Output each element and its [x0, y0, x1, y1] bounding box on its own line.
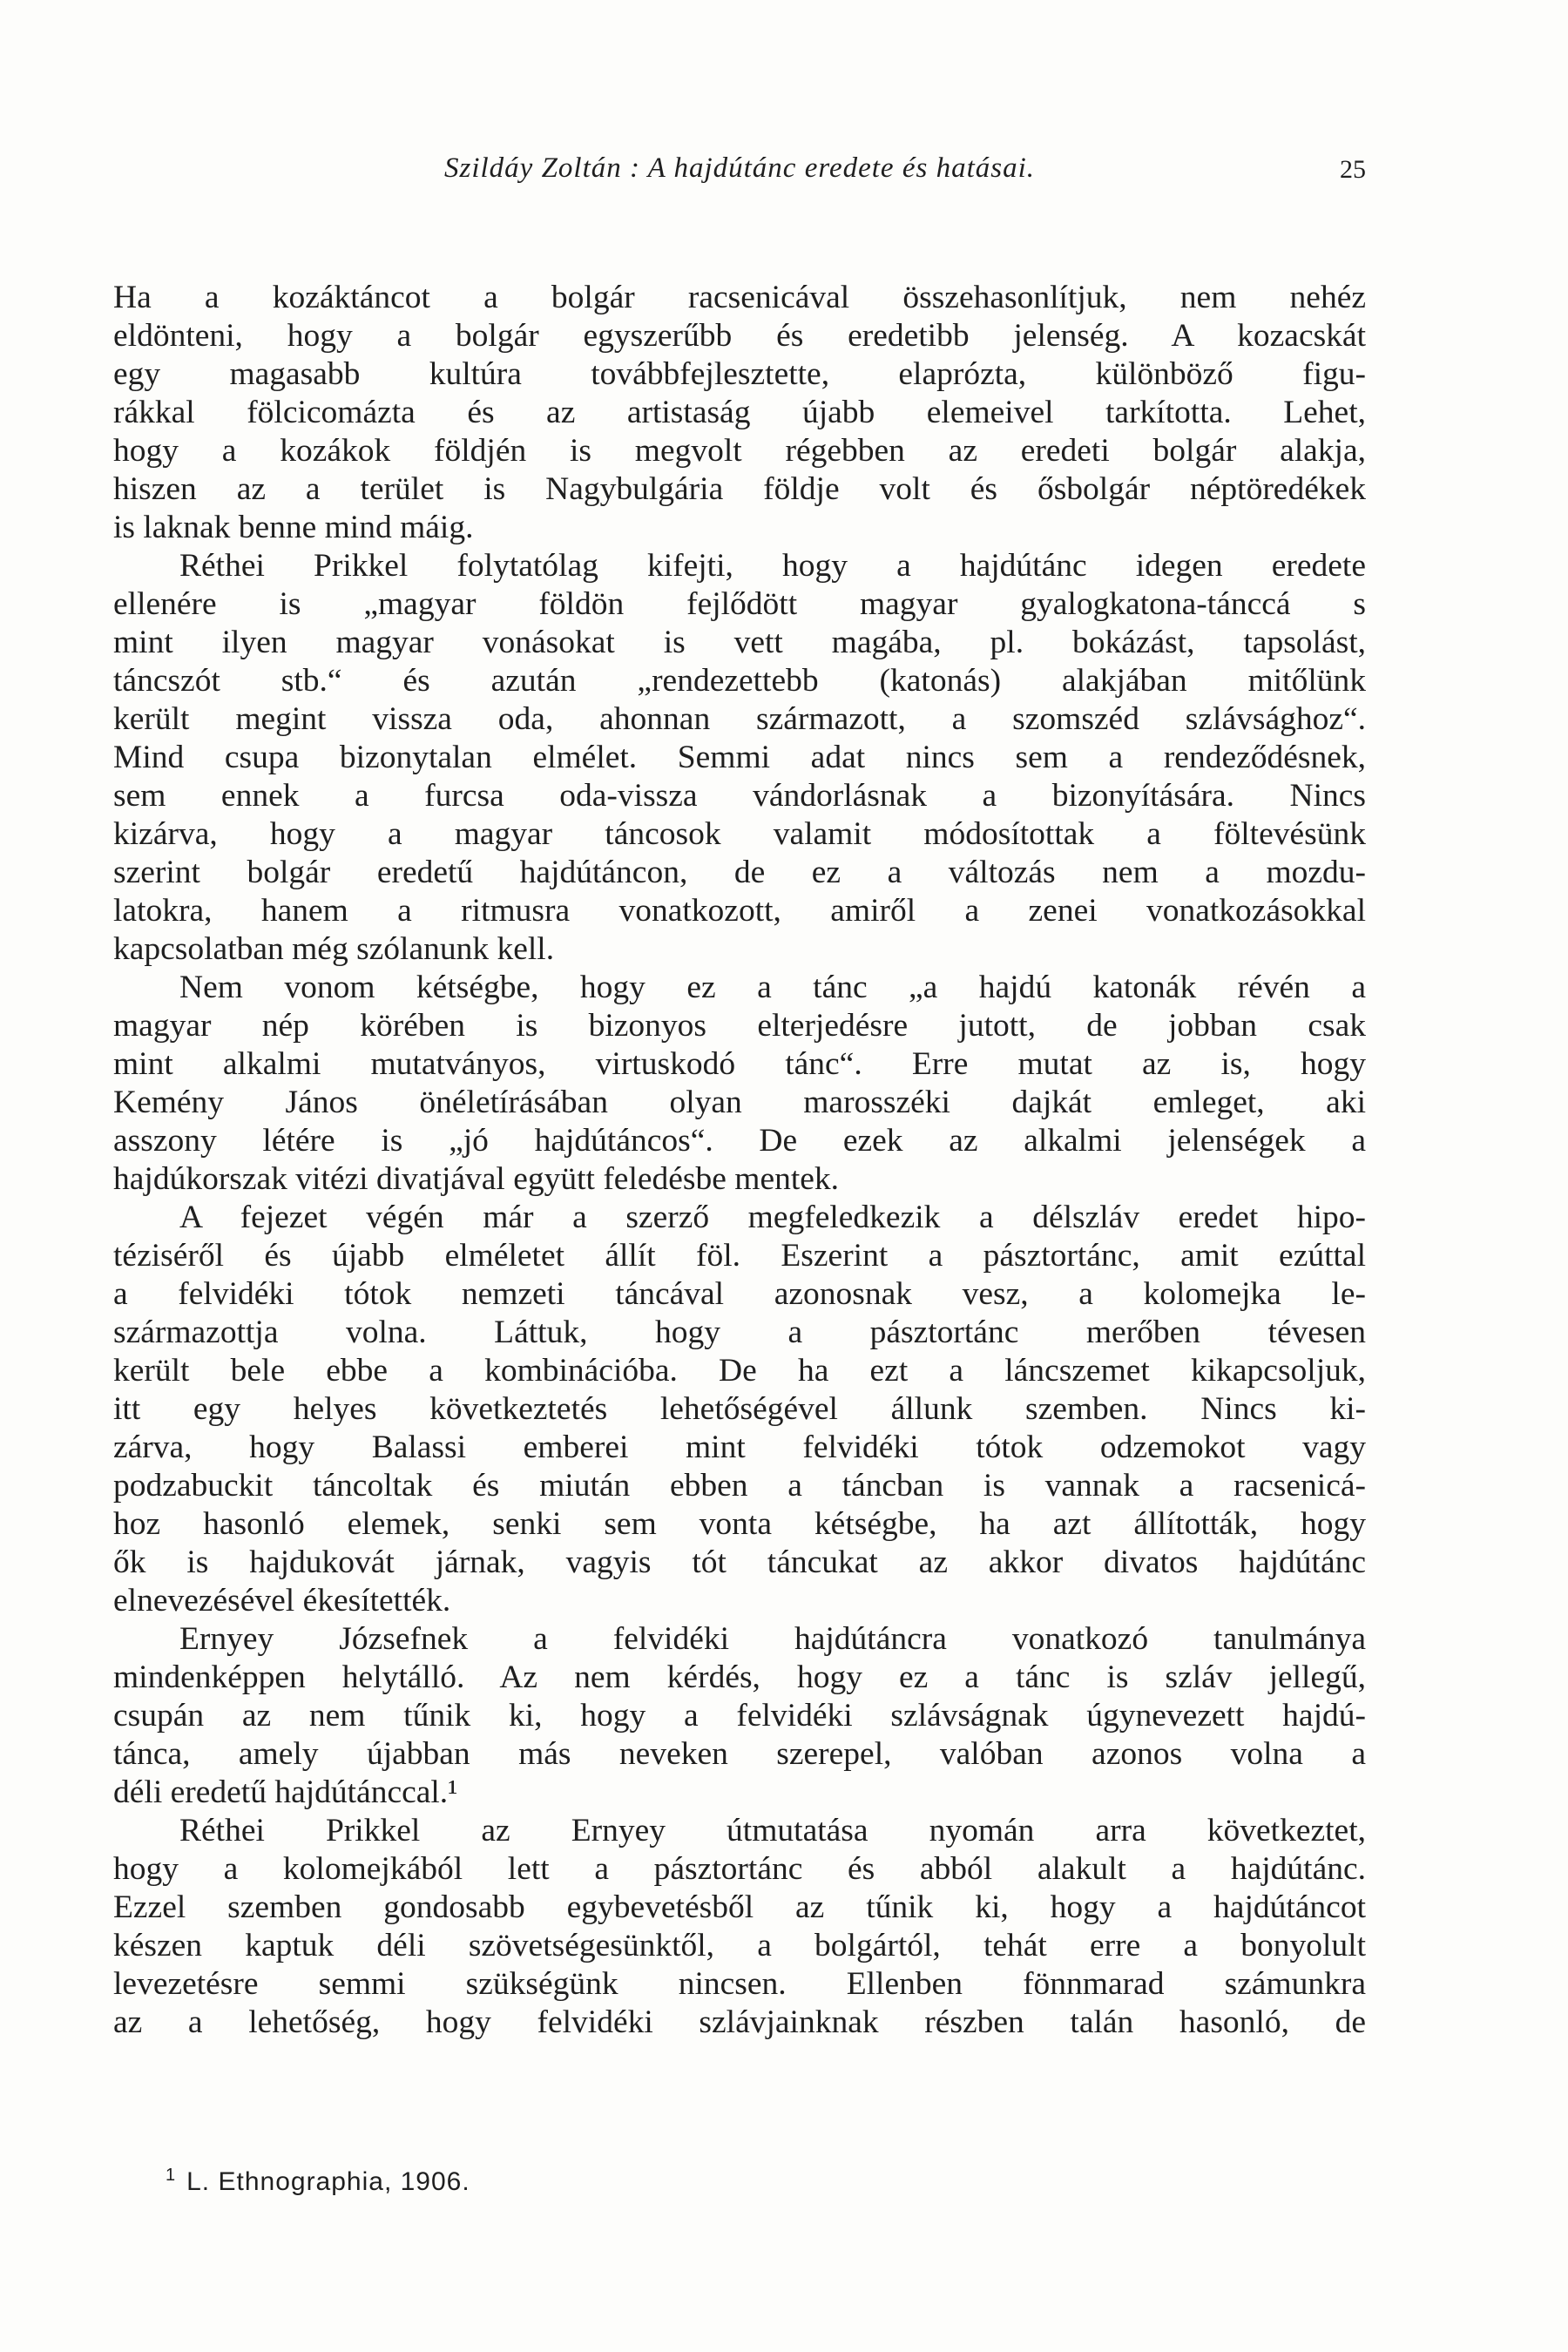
- paragraph: [113, 547, 1366, 969]
- text-line: egy magasabb kultúra továbbfejlesztette, elaprózta, különböző figu-: [113, 356, 1366, 392]
- text-line: csupán az nem tűnik ki, hogy a felvidéki szlávságnak úgynevezett hajdú-: [113, 1698, 1366, 1734]
- text-line: itt egy helyes következtetés lehetőségével állunk szemben. Nincs ki-: [113, 1391, 1366, 1427]
- text-line: hajdúkorszak vitézi divatjával együtt feledésbe mentek.: [113, 1161, 840, 1197]
- paragraph: [113, 1620, 1366, 1812]
- text-line: is laknak benne mind máig.: [113, 510, 474, 545]
- text-line: hoz hasonló elemek, senki sem vonta kétségbe, ha azt állították, hogy: [113, 1506, 1366, 1542]
- text-line: Réthei Prikkel folytatólag kifejti, hogy a hajdútánc idegen eredete: [179, 548, 1366, 584]
- text-line: rákkal fölcicomázta és az artistaság újabb elemeivel tarkította. Lehet,: [113, 395, 1366, 430]
- text-line: került megint vissza oda, ahonnan származott, a szomszéd szlávsághoz“.: [113, 701, 1366, 737]
- footnote-text: L. Ethnographia, 1906.: [186, 2167, 470, 2196]
- footnote-marker: 1: [166, 2166, 177, 2185]
- text-line: A fejezet végén már a szerző megfeledkezik a délszláv eredet hipo-: [179, 1200, 1366, 1235]
- text-line: tánca, amely újabban más neveken szerepel, valóban azonos volna a: [113, 1736, 1366, 1772]
- text-line: mindenképpen helytálló. Az nem kérdés, hogy ez a tánc is szláv jellegű,: [113, 1659, 1366, 1695]
- paragraph: [113, 1199, 1366, 1620]
- text-line: mint alkalmi mutatványos, virtuskodó tánc“. Erre mutat az is, hogy: [113, 1046, 1366, 1082]
- text-line: Réthei Prikkel az Ernyey útmutatása nyomán arra következtet,: [179, 1813, 1366, 1848]
- text-line: Ernyey Józsefnek a felvidéki hajdútáncra vonatkozó tanulmánya: [179, 1621, 1366, 1657]
- text-line: levezetésre semmi szükségünk nincsen. Ellenben fönnmarad számunkra: [113, 1966, 1366, 2002]
- footnote: [166, 2166, 470, 2197]
- paragraph: [113, 969, 1366, 1199]
- text-line: származottja volna. Láttuk, hogy a pásztortánc merőben tévesen: [113, 1315, 1366, 1350]
- running-header: [113, 152, 1366, 194]
- text-line: asszony létére is „jó hajdútáncos“. De ezek az alkalmi jelenségek a: [113, 1123, 1366, 1159]
- text-line: ők is hajdukovát járnak, vagyis tót táncukat az akkor divatos hajdútánc: [113, 1544, 1366, 1580]
- text-line: magyar nép körében is bizonyos elterjedésre jutott, de jobban csak: [113, 1008, 1366, 1044]
- text-line: déli eredetű hajdútánccal.¹: [113, 1774, 458, 1810]
- text-line: sem ennek a furcsa oda-vissza vándorlásnak a bizonyítására. Nincs: [113, 778, 1366, 814]
- text-line: mint ilyen magyar vonásokat is vett magába, pl. bokázást, tapsolást,: [113, 625, 1366, 660]
- text-line: készen kaptuk déli szövetségesünktől, a bolgártól, tehát erre a bonyolult: [113, 1928, 1366, 1963]
- text-line: Mind csupa bizonytalan elmélet. Semmi adat nincs sem a rendeződésnek,: [113, 740, 1366, 775]
- text-line: eldönteni, hogy a bolgár egyszerűbb és eredetibb jelenség. A kozacskát: [113, 318, 1366, 354]
- text-line: Nem vonom kétségbe, hogy ez a tánc „a hajdú katonák révén a: [179, 970, 1366, 1005]
- text-line: téziséről és újabb elméletet állít föl. Eszerint a pásztortánc, amit ezúttal: [113, 1238, 1366, 1274]
- text-line: táncszót stb.“ és azután „rendezettebb (katonás) alakjában mitőlünk: [113, 663, 1366, 699]
- running-title: Szildáy Zoltán : A hajdútánc eredete és hatásai.: [444, 152, 1035, 184]
- text-line: Ha a kozáktáncot a bolgár racsenicával összehasonlítjuk, nem nehéz: [113, 280, 1366, 315]
- text-line: kapcsolatban még szólanunk kell.: [113, 931, 555, 967]
- text-line: Ezzel szemben gondosabb egybevetésből az tűnik ki, hogy a hajdútáncot: [113, 1889, 1366, 1925]
- text-line: Kemény János önéletírásában olyan marosszéki dajkát emleget, aki: [113, 1085, 1366, 1120]
- text-line: került bele ebbe a kombinációba. De ha ezt a láncszemet kikapcsoljuk,: [113, 1353, 1366, 1389]
- text-line: hiszen az a terület is Nagybulgária földje volt és ősbolgár néptöredékek: [113, 471, 1366, 507]
- text-line: podzabuckit táncoltak és miután ebben a táncban is vannak a racsenicá-: [113, 1468, 1366, 1504]
- text-line: hogy a kozákok földjén is megvolt régebben az eredeti bolgár alakja,: [113, 433, 1366, 469]
- text-line: ellenére is „magyar földön fejlődött magyar gyalogkatona-tánccá s: [113, 586, 1366, 622]
- text-line: a felvidéki tótok nemzeti táncával azonosnak vesz, a kolomejka le-: [113, 1276, 1366, 1312]
- text-line: zárva, hogy Balassi emberei mint felvidéki tótok odzemokot vagy: [113, 1429, 1366, 1465]
- text-line: elnevezésével ékesítették.: [113, 1583, 451, 1619]
- paragraph: [113, 1812, 1366, 2042]
- page-number: 25: [1340, 155, 1366, 184]
- text-line: szerint bolgár eredetű hajdútáncon, de ez a változás nem a mozdu-: [113, 855, 1366, 890]
- paragraph: [113, 279, 1366, 547]
- text-line: az a lehetőség, hogy felvidéki szlávjainknak részben talán hasonló, de: [113, 2004, 1366, 2040]
- body-text: [113, 279, 1366, 2042]
- text-line: latokra, hanem a ritmusra vonatkozott, amiről a zenei vonatkozásokkal: [113, 893, 1366, 929]
- text-line: kizárva, hogy a magyar táncosok valamit módosítottak a föltevésünk: [113, 816, 1366, 852]
- text-line: hogy a kolomejkából lett a pásztortánc és abból alakult a hajdútánc.: [113, 1851, 1366, 1887]
